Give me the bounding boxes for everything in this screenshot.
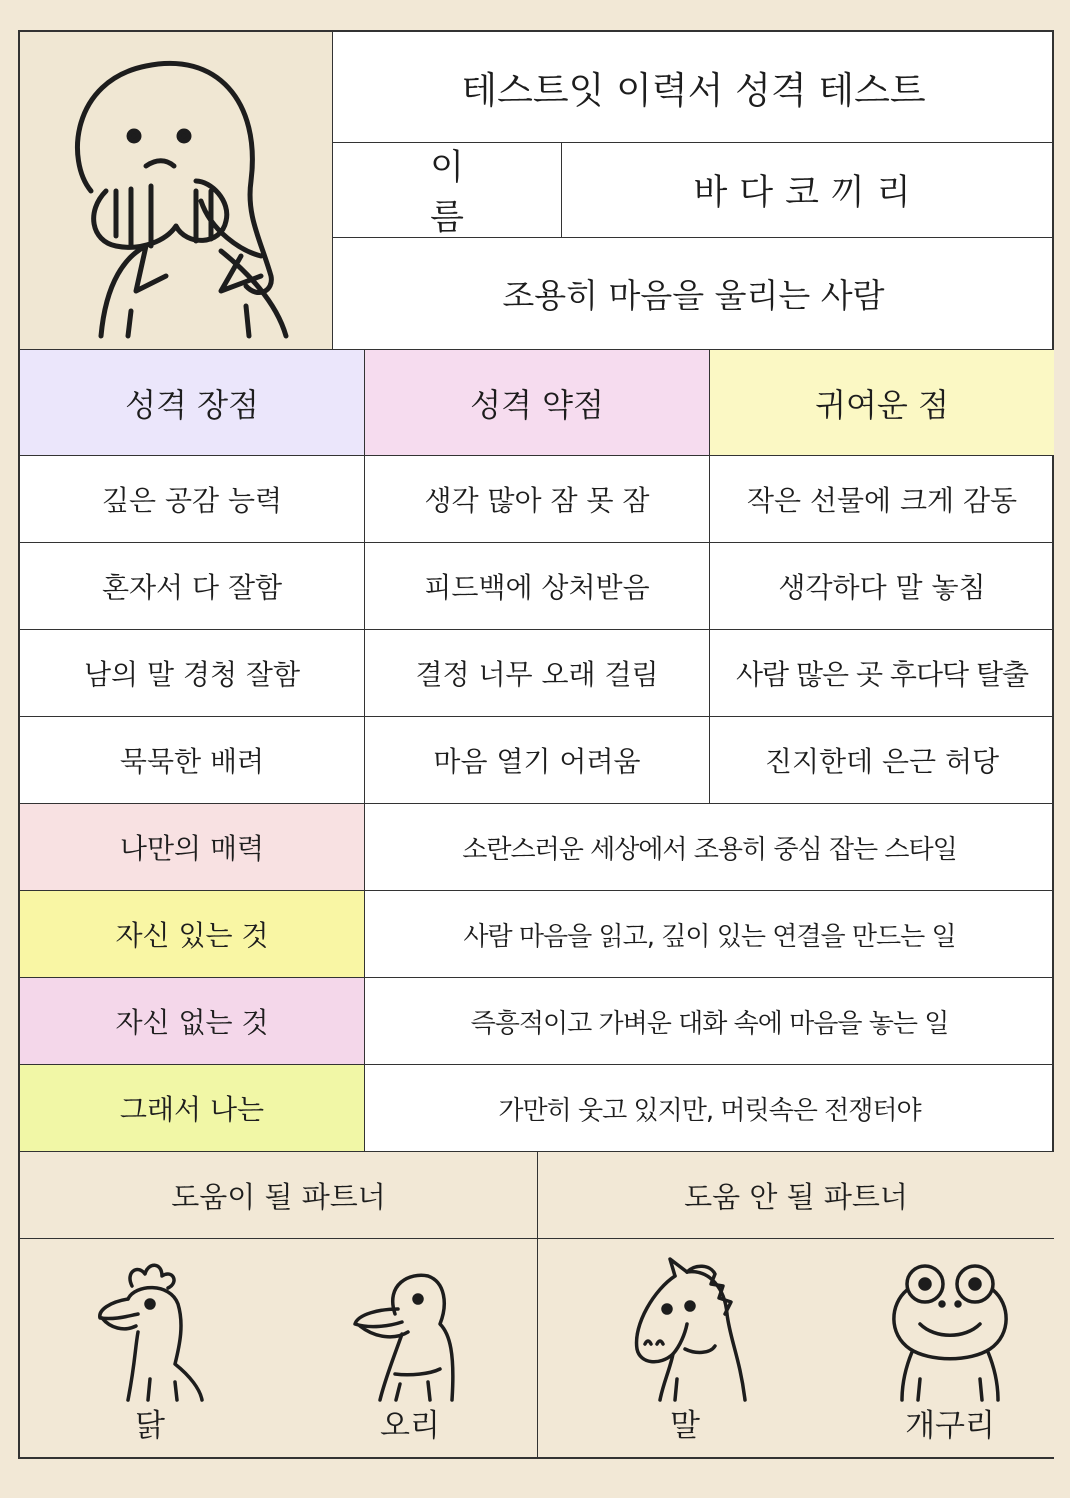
trait-cell: 묵묵한 배려	[20, 717, 365, 804]
partner-name: 개구리	[905, 1408, 995, 1444]
trait-cell: 작은 선물에 크게 감동	[710, 456, 1054, 543]
trait-cell: 깊은 공감 능력	[20, 456, 365, 543]
trait-cell: 남의 말 경청 잘함	[20, 630, 365, 717]
not-confident-label: 자신 없는 것	[20, 978, 365, 1065]
good-partner-header: 도움이 될 파트너	[20, 1152, 538, 1239]
bad-partner-frog	[875, 1254, 1025, 1445]
charm-label: 나만의 매력	[20, 804, 365, 891]
charm-value: 소란스러운 세상에서 조용히 중심 잡는 스타일	[365, 804, 1054, 891]
confident-value: 사람 마음을 읽고, 깊이 있는 연결을 만드는 일	[365, 891, 1054, 978]
trait-cell: 혼자서 다 잘함	[20, 543, 365, 630]
resume-sheet	[18, 30, 1054, 1459]
column-header-cute-points: 귀여운 점	[710, 350, 1054, 456]
duck-icon	[340, 1254, 480, 1402]
frog-icon	[880, 1254, 1020, 1402]
conclusion-value: 가만히 웃고 있지만, 머릿속은 전쟁터야	[365, 1065, 1054, 1152]
good-partner-duck	[335, 1254, 485, 1445]
horse-icon	[615, 1254, 755, 1402]
name-label: 이 름	[333, 143, 562, 238]
trait-cell: 결정 너무 오래 걸림	[365, 630, 710, 717]
trait-cell: 마음 열기 어려움	[365, 717, 710, 804]
column-header-weaknesses: 성격 약점	[365, 350, 710, 456]
good-partner-chicken	[75, 1254, 225, 1445]
partner-name: 말	[670, 1408, 700, 1444]
name-value: 바다코끼리	[562, 143, 1054, 238]
trait-cell: 생각하다 말 놓침	[710, 543, 1054, 630]
confident-label: 자신 있는 것	[20, 891, 365, 978]
partner-name: 오리	[380, 1408, 440, 1444]
trait-cell: 피드백에 상처받음	[365, 543, 710, 630]
walrus-portrait-icon	[20, 32, 333, 350]
bad-partner-horse	[610, 1254, 760, 1445]
partner-name: 닭	[135, 1408, 165, 1444]
conclusion-label: 그래서 나는	[20, 1065, 365, 1152]
column-header-strengths: 성격 장점	[20, 350, 365, 456]
chicken-icon	[80, 1254, 220, 1402]
not-confident-value: 즉흥적이고 가벼운 대화 속에 마음을 놓는 일	[365, 978, 1054, 1065]
trait-cell: 생각 많아 잠 못 잠	[365, 456, 710, 543]
page-title: 테스트잇 이력서 성격 테스트	[333, 32, 1054, 143]
tagline: 조용히 마음을 울리는 사람	[333, 238, 1054, 350]
bad-partner-header: 도움 안 될 파트너	[538, 1152, 1054, 1239]
trait-cell: 진지한데 은근 허당	[710, 717, 1054, 804]
trait-cell: 사람 많은 곳 후다닥 탈출	[710, 630, 1054, 717]
